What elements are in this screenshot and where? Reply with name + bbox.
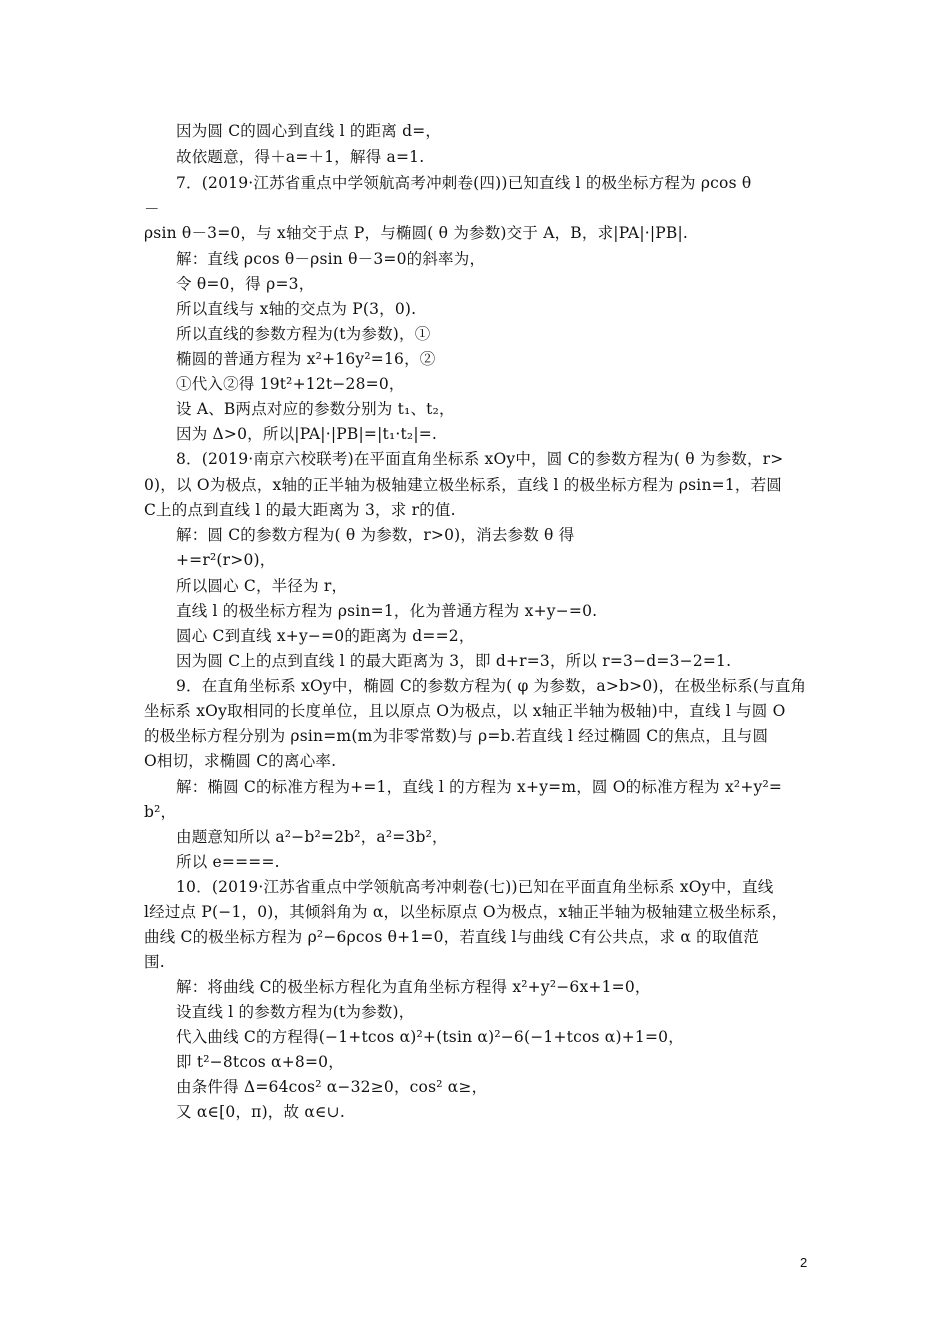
- text-line: b²，: [144, 803, 177, 821]
- text-line: 因为 Δ>0，所以|PA|·|PB|=|t₁·t₂|=.: [176, 425, 438, 443]
- text-line: 即 t²−8tcos α+8=0，: [176, 1053, 344, 1071]
- text-line: 0)，以 O为极点，x轴的正半轴为极轴建立极坐标系，直线 l 的极坐标方程为 ρsin=1，若圆: [144, 476, 782, 494]
- text-line: 又 α∈[0，π)，故 α∈∪.: [176, 1103, 345, 1121]
- text-line: 故依题意，得＋a=＋1，解得 a=1.: [176, 148, 425, 166]
- text-line: 椭圆的普通方程为 x²+16y²=16，②: [176, 350, 436, 368]
- text-line: 10．(2019·江苏省重点中学领航高考冲刺卷(七))已知在平面直角坐标系 xOy中，直线: [176, 878, 774, 896]
- text-line: 8．(2019·南京六校联考)在平面直角坐标系 xOy中，圆 C的参数方程为( θ 为参数，r>: [176, 450, 784, 468]
- text-line: 坐标系 xOy取相同的长度单位，且以原点 O为极点，以 x轴正半轴为极轴)中，直线 l 与圆 O: [144, 702, 786, 720]
- text-line: O相切，求椭圆 C的离心率.: [144, 752, 337, 770]
- text-line: 设 A、B两点对应的参数分别为 t₁、t₂，: [176, 400, 455, 418]
- text-line: 所以 e====.: [176, 853, 280, 871]
- text-line: 曲线 C的极坐标方程为 ρ²−6ρcos θ+1=0，若直线 l与曲线 C有公共点，求 α 的取值范: [144, 928, 759, 946]
- text-line: l经过点 P(−1，0)，其倾斜角为 α，以坐标原点 O为极点，x轴正半轴为极轴建立极坐标系，: [144, 903, 788, 921]
- text-line: 的极坐标方程分别为 ρsin=m(m为非零常数)与 ρ=b.若直线 l 经过椭圆 C的焦点，且与圆: [144, 727, 769, 745]
- text-line: 9．在直角坐标系 xOy中，椭圆 C的参数方程为( φ 为参数，a>b>0)，在极坐标系(与直角: [176, 677, 807, 695]
- text-line: 解：将曲线 C的极坐标方程化为直角坐标方程得 x²+y²−6x+1=0，: [176, 978, 651, 996]
- text-line: 解：圆 C的参数方程为( θ 为参数，r>0)，消去参数 θ 得: [176, 526, 575, 544]
- text-line: 7．(2019·江苏省重点中学领航高考冲刺卷(四))已知直线 l 的极坐标方程为 ρcos θ: [176, 174, 752, 192]
- page-number: 2: [800, 1255, 808, 1270]
- text-line: 围.: [144, 953, 165, 971]
- text-line: 圆心 C到直线 x+y−=0的距离为 d==2，: [176, 627, 475, 645]
- text-line: 因为圆 C上的点到直线 l 的最大距离为 3，即 d+r=3，所以 r=3−d=3−2=1.: [176, 652, 732, 670]
- text-line: C上的点到直线 l 的最大距离为 3，求 r的值.: [144, 501, 456, 519]
- text-line: +=r²(r>0)，: [176, 551, 276, 569]
- text-line: 直线 l 的极坐标方程为 ρsin=1，化为普通方程为 x+y−=0.: [176, 602, 598, 620]
- text-line: 解：直线 ρcos θ－ρsin θ－3=0的斜率为，: [176, 250, 486, 268]
- text-line: 令 θ=0，得 ρ=3，: [176, 275, 315, 293]
- text-line: 由题意知所以 a²−b²=2b²，a²=3b²，: [176, 828, 448, 846]
- text-line: －: [144, 200, 160, 218]
- text-line: 因为圆 C的圆心到直线 l 的距离 d=，: [176, 122, 442, 140]
- text-line: 解：椭圆 C的标准方程为+=1，直线 l 的方程为 x+y=m，圆 O的标准方程为 x²+y²=: [176, 778, 783, 796]
- text-line: ρsin θ－3=0，与 x轴交于点 P，与椭圆( θ 为参数)交于 A，B，求|PA|·|PB|.: [144, 224, 689, 242]
- text-line: ①代入②得 19t²+12t−28=0，: [176, 375, 405, 393]
- text-line: 代入曲线 C的方程得(−1+tcos α)²+(tsin α)²−6(−1+tcos α)+1=0，: [176, 1028, 684, 1046]
- text-line: 所以直线的参数方程为(t为参数)，①: [176, 325, 431, 343]
- text-line: 由条件得 Δ=64cos² α−32≥0，cos² α≥，: [176, 1078, 488, 1096]
- text-line: 所以直线与 x轴的交点为 P(3，0).: [176, 300, 417, 318]
- text-line: 所以圆心 C，半径为 r，: [176, 577, 348, 595]
- text-line: 设直线 l 的参数方程为(t为参数)，: [176, 1003, 415, 1021]
